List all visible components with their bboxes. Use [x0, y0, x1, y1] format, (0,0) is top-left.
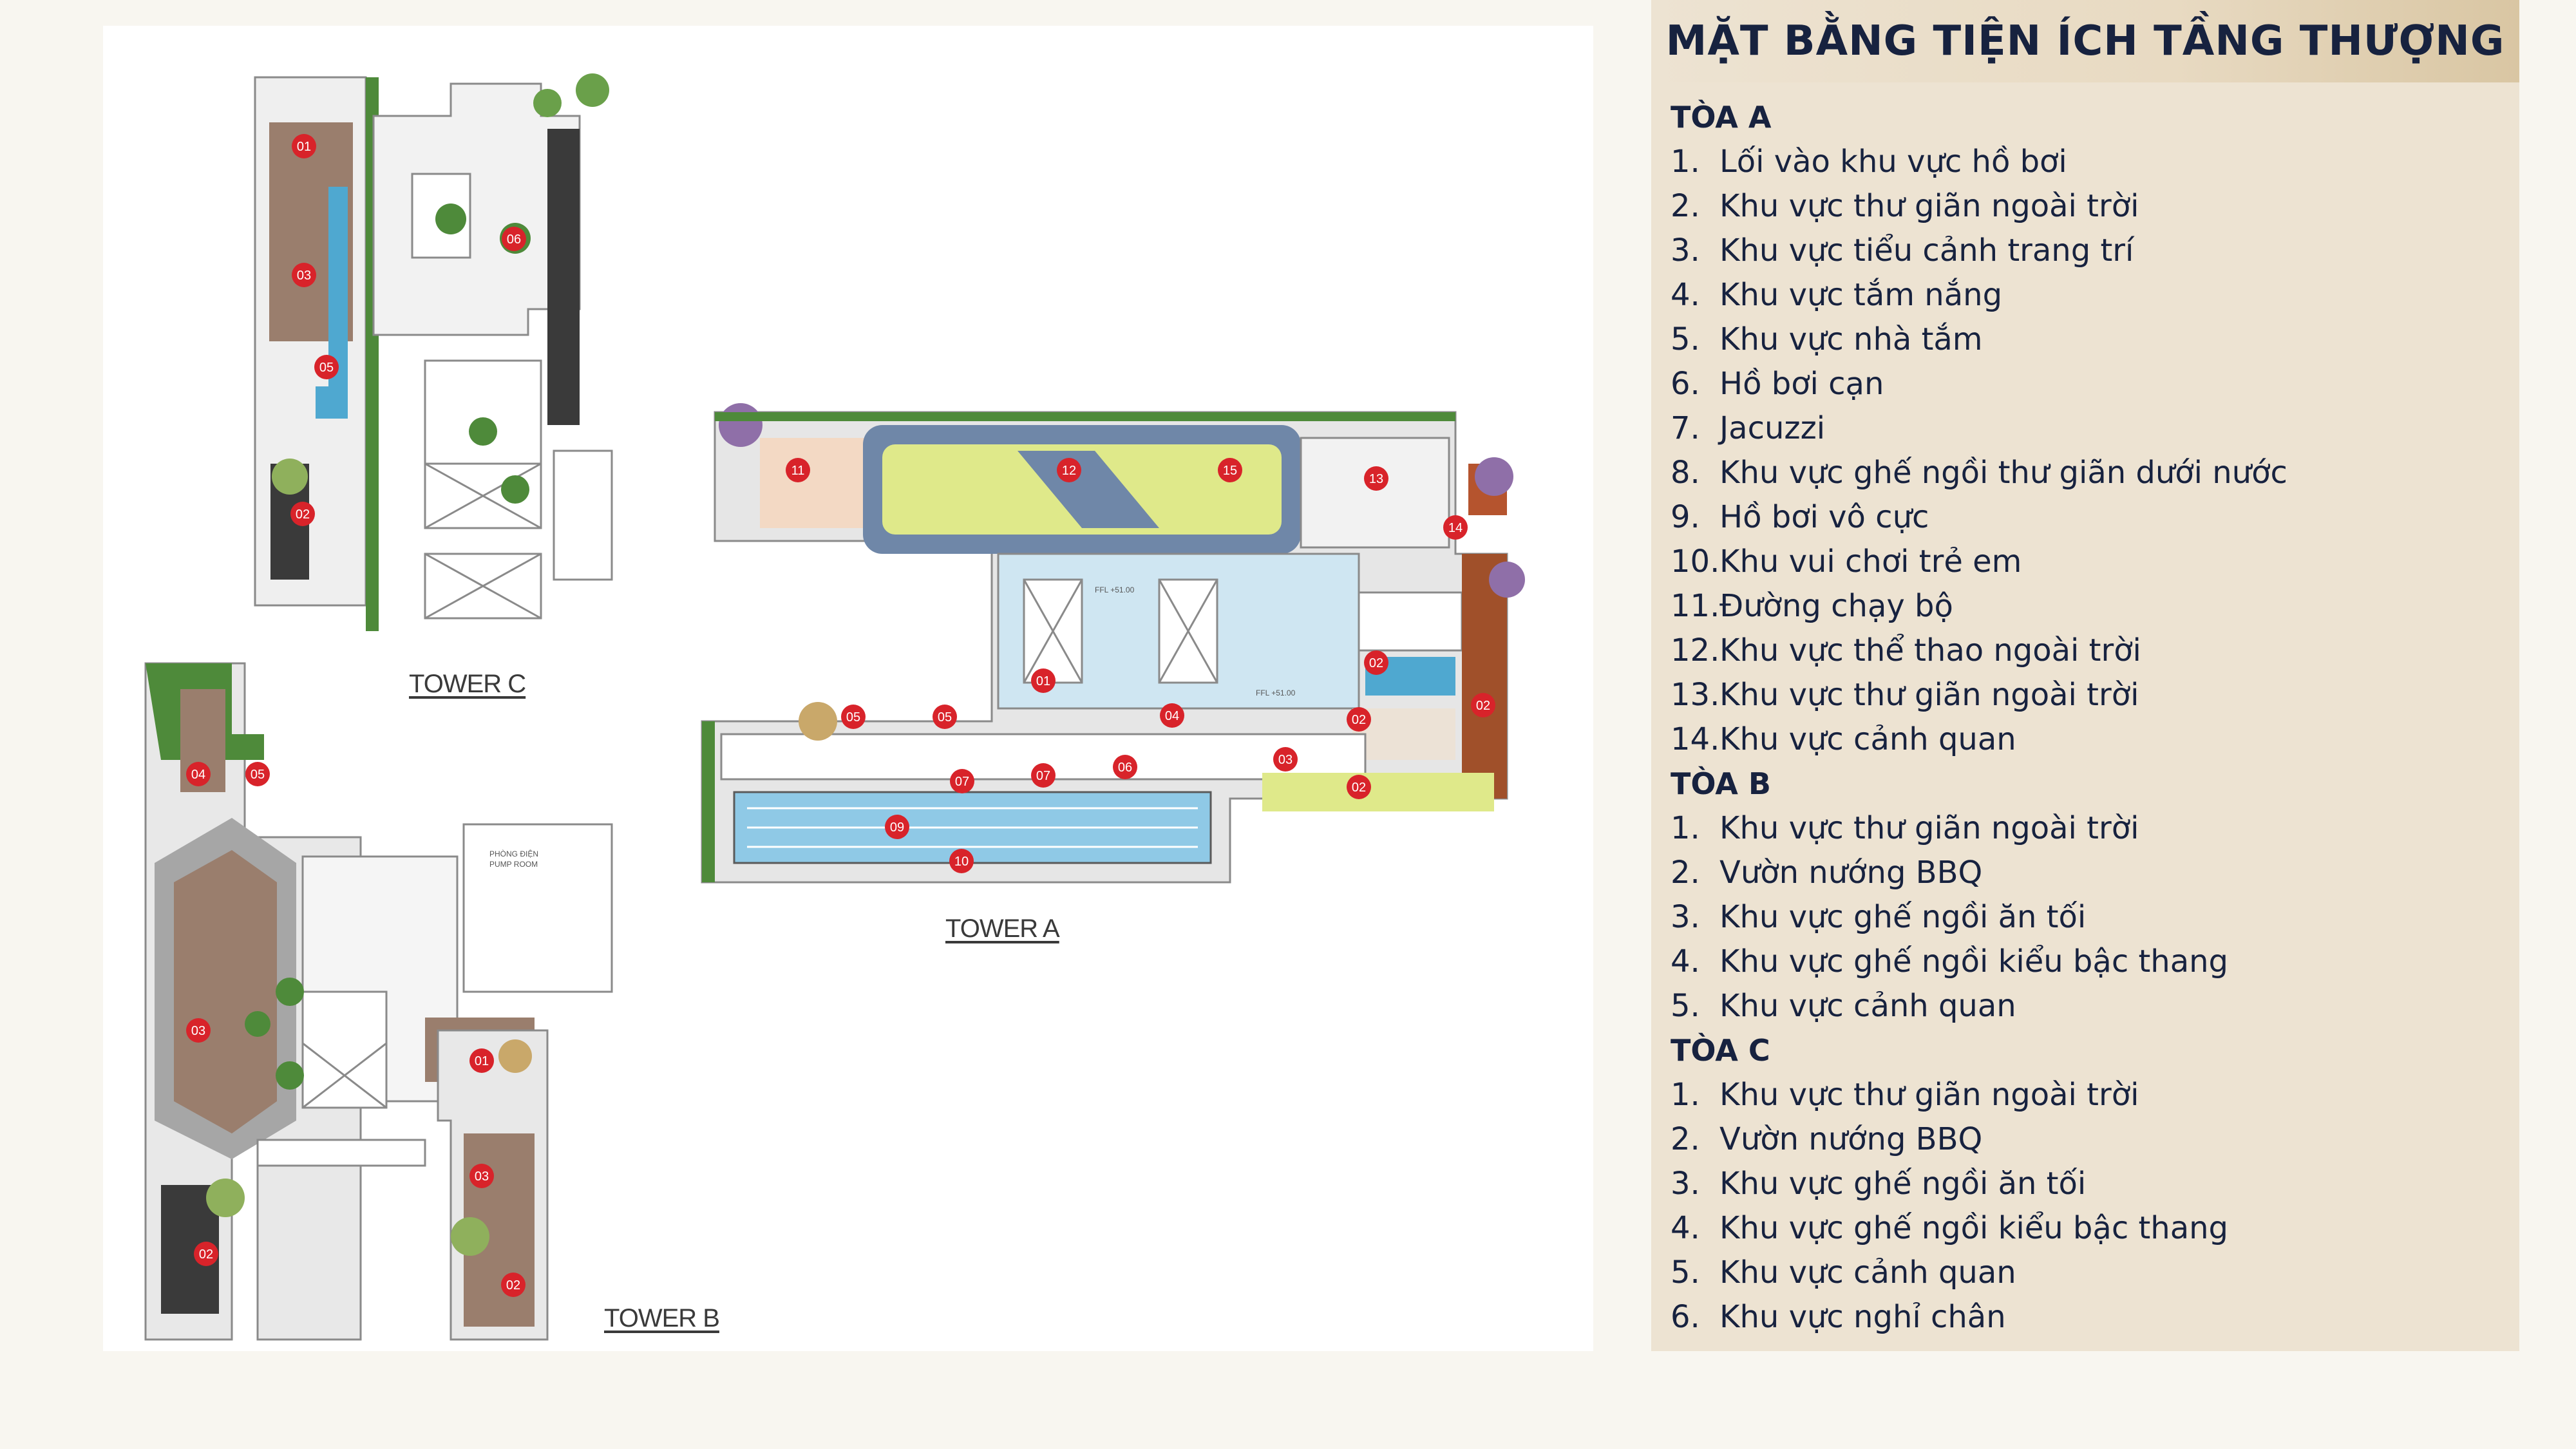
svg-text:10: 10 — [954, 855, 969, 869]
amenity-item-label: Khu vực thể thao ngoài trời — [1719, 632, 2141, 668]
page-title: MẶT BẰNG TIỆN ÍCH TẦNG THƯỢNG — [1665, 17, 2505, 65]
marker-tower-a-05a — [841, 705, 866, 729]
plan-text-ffl-2: FFL +51.00 — [1256, 688, 1296, 697]
marker-tower-b-02b — [501, 1273, 526, 1297]
tower-c-label: TOWER C — [409, 670, 526, 698]
marker-tower-a-09 — [885, 815, 909, 839]
marker-tower-a-06 — [1113, 755, 1137, 779]
svg-text:03: 03 — [474, 1170, 489, 1184]
amenity-item-label: Khu vực thư giãn ngoài trời — [1719, 810, 2139, 846]
amenity-list-item — [1671, 1295, 2506, 1340]
marker-tower-b-04 — [186, 762, 211, 786]
tower-b-label: TOWER B — [604, 1304, 719, 1332]
amenity-item-number: 2. — [1671, 1121, 1700, 1157]
amenity-item-number: 4. — [1671, 277, 1700, 313]
amenity-item-label: Khu vực thư giãn ngoài trời — [1719, 677, 2139, 713]
amenity-item-label: Khu vực ghế ngồi thư giãn dưới nước — [1719, 455, 2287, 491]
marker-tower-a-05b — [933, 705, 957, 729]
svg-text:04: 04 — [191, 768, 206, 782]
amenity-item-label: Khu vực ghế ngồi kiểu bậc thang — [1719, 1210, 2229, 1246]
amenity-item-number: 14. — [1671, 721, 1720, 757]
amenity-item-label: Jacuzzi — [1719, 410, 1826, 446]
amenity-list-item — [1671, 317, 2506, 362]
amenity-item-number: 6. — [1671, 1299, 1700, 1335]
amenity-item-label: Vườn nướng BBQ — [1719, 1121, 1983, 1157]
svg-text:01: 01 — [474, 1054, 489, 1068]
tower-a-label: TOWER A — [945, 914, 1059, 943]
amenity-list-item — [1671, 984, 2506, 1028]
marker-tower-a-07a — [950, 769, 974, 793]
svg-text:01: 01 — [296, 140, 312, 154]
amenity-list-item — [1671, 184, 2506, 229]
amenity-item-label: Khu vực ghế ngồi ăn tối — [1719, 1166, 2087, 1202]
marker-tower-a-02d — [1347, 775, 1371, 799]
marker-tower-c-05 — [314, 355, 339, 379]
svg-text:02: 02 — [1475, 699, 1491, 713]
amenity-legend-panel — [1651, 0, 2519, 1351]
amenity-item-label: Khu vực tắm nắng — [1719, 277, 2003, 313]
marker-tower-a-03 — [1273, 747, 1298, 772]
svg-text:05: 05 — [250, 768, 265, 782]
amenity-item-number: 3. — [1671, 232, 1700, 269]
svg-text:05: 05 — [319, 361, 334, 375]
amenity-item-label: Vườn nướng BBQ — [1719, 855, 1983, 891]
tower-a-plan — [702, 403, 1525, 882]
amenity-list-item — [1671, 273, 2506, 317]
svg-text:06: 06 — [506, 232, 522, 247]
amenity-list-item — [1671, 895, 2506, 940]
marker-tower-c-03 — [292, 263, 316, 287]
amenity-item-number: 2. — [1671, 188, 1700, 224]
site-plan-drawing — [103, 26, 1593, 1351]
plan-text-phong-hiu: PHÒNG ĐIỆN — [489, 849, 539, 858]
amenity-item-number: 3. — [1671, 899, 1700, 935]
section-title: TÒA B — [1671, 766, 1771, 801]
legend-header — [1651, 0, 2519, 82]
svg-text:05: 05 — [846, 710, 861, 724]
amenity-item-number: 1. — [1671, 144, 1700, 180]
amenity-list-item — [1671, 584, 2506, 629]
svg-text:02: 02 — [506, 1278, 521, 1293]
marker-tower-a-12 — [1057, 458, 1081, 482]
svg-text:09: 09 — [889, 820, 905, 835]
svg-text:03: 03 — [296, 269, 312, 283]
section-title: TÒA C — [1671, 1033, 1770, 1068]
amenity-item-number: 1. — [1671, 1077, 1700, 1113]
amenity-list-item — [1671, 940, 2506, 984]
amenity-item-number: 10. — [1671, 544, 1720, 580]
amenity-item-label: Đường chạy bộ — [1719, 588, 1953, 624]
amenity-list-item — [1671, 229, 2506, 273]
amenity-item-label: Khu vực ghế ngồi kiểu bậc thang — [1719, 943, 2229, 980]
amenity-item-number: 1. — [1671, 810, 1700, 846]
amenity-item-number: 3. — [1671, 1166, 1700, 1202]
amenity-item-number: 11. — [1671, 588, 1720, 624]
amenity-item-number: 5. — [1671, 321, 1700, 357]
marker-tower-b-03b — [469, 1164, 494, 1188]
svg-text:02: 02 — [1368, 656, 1384, 670]
amenity-list — [1671, 95, 2506, 1340]
amenity-list-item — [1671, 1162, 2506, 1206]
amenity-item-number: 6. — [1671, 366, 1700, 402]
svg-text:07: 07 — [1036, 769, 1051, 783]
amenity-list-item — [1671, 1117, 2506, 1162]
amenity-list-item — [1671, 1073, 2506, 1117]
amenity-item-number: 9. — [1671, 499, 1700, 535]
marker-tower-a-02b — [1347, 707, 1371, 732]
section-title: TÒA A — [1671, 100, 1772, 135]
plan-text-ffl-1: FFL +51.00 — [1095, 585, 1135, 594]
marker-tower-a-13 — [1364, 466, 1388, 491]
amenity-list-item — [1671, 406, 2506, 451]
svg-text:13: 13 — [1368, 472, 1384, 486]
svg-text:02: 02 — [295, 507, 310, 522]
amenity-item-number: 4. — [1671, 943, 1700, 980]
amenity-item-label: Khu vực cảnh quan — [1719, 721, 2016, 757]
amenity-item-label: Khu vực ghế ngồi ăn tối — [1719, 899, 2087, 935]
amenity-item-number: 8. — [1671, 455, 1700, 491]
svg-text:02: 02 — [198, 1247, 214, 1262]
marker-tower-c-01 — [292, 134, 316, 158]
marker-tower-a-11 — [786, 458, 810, 482]
marker-tower-b-05 — [245, 762, 270, 786]
amenity-item-number: 12. — [1671, 632, 1720, 668]
amenity-item-label: Khu vực thư giãn ngoài trời — [1719, 188, 2139, 224]
amenity-list-item — [1671, 540, 2506, 584]
amenity-item-label: Khu vực nhà tắm — [1719, 321, 1983, 357]
amenity-item-number: 13. — [1671, 677, 1720, 713]
svg-text:02: 02 — [1351, 713, 1367, 727]
amenity-item-label: Khu vực thư giãn ngoài trời — [1719, 1077, 2139, 1113]
marker-tower-a-14 — [1443, 515, 1468, 540]
svg-text:03: 03 — [1278, 753, 1293, 767]
marker-tower-c-06 — [502, 227, 526, 251]
amenity-list-item — [1671, 362, 2506, 406]
svg-text:05: 05 — [937, 710, 952, 724]
amenity-list-item — [1671, 673, 2506, 717]
amenity-item-label: Hồ bơi cạn — [1719, 366, 1884, 402]
svg-text:01: 01 — [1036, 674, 1051, 688]
svg-text:15: 15 — [1222, 464, 1238, 478]
amenity-list-item — [1671, 495, 2506, 540]
amenity-item-number: 5. — [1671, 1255, 1700, 1291]
amenity-item-label: Khu vực cảnh quan — [1719, 988, 2016, 1024]
amenity-item-label: Khu vực tiểu cảnh trang trí — [1719, 232, 2134, 269]
amenity-item-label: Hồ bơi vô cực — [1719, 499, 1929, 535]
amenity-item-label: Khu vực cảnh quan — [1719, 1255, 2016, 1291]
amenity-item-label: Khu vực nghỉ chân — [1719, 1299, 2006, 1335]
amenity-list-item — [1671, 1206, 2506, 1251]
svg-text:07: 07 — [954, 775, 970, 789]
amenity-item-number: 7. — [1671, 410, 1700, 446]
amenity-list-item — [1671, 629, 2506, 673]
marker-tower-a-01 — [1031, 668, 1056, 693]
marker-tower-c-02 — [290, 502, 315, 526]
svg-text:14: 14 — [1448, 521, 1463, 535]
site-plan-panel — [103, 26, 1593, 1351]
amenity-list-item — [1671, 717, 2506, 762]
amenity-list-item — [1671, 140, 2506, 184]
marker-tower-a-04 — [1160, 703, 1184, 728]
svg-text:03: 03 — [191, 1024, 206, 1038]
marker-tower-b-02a — [194, 1242, 218, 1266]
marker-tower-a-10 — [949, 849, 974, 873]
amenity-item-number: 2. — [1671, 855, 1700, 891]
amenity-list-item — [1671, 851, 2506, 895]
amenity-list-item — [1671, 1251, 2506, 1295]
svg-text:06: 06 — [1117, 761, 1133, 775]
marker-tower-a-15 — [1218, 458, 1242, 482]
amenity-item-label: Khu vui chơi trẻ em — [1719, 544, 2022, 580]
plan-text-pump-room: PUMP ROOM — [489, 860, 538, 869]
marker-tower-a-02c — [1471, 693, 1495, 717]
amenity-list-item — [1671, 806, 2506, 851]
amenity-item-label: Lối vào khu vực hồ bơi — [1719, 144, 2067, 180]
marker-tower-b-03a — [186, 1018, 211, 1043]
svg-text:02: 02 — [1351, 781, 1367, 795]
amenity-item-number: 5. — [1671, 988, 1700, 1024]
svg-text:11: 11 — [791, 464, 805, 478]
amenity-list-item — [1671, 451, 2506, 495]
svg-text:12: 12 — [1061, 464, 1077, 478]
svg-text:04: 04 — [1164, 709, 1180, 723]
marker-tower-b-01 — [469, 1048, 494, 1073]
marker-tower-a-07b — [1031, 763, 1056, 788]
amenity-item-number: 4. — [1671, 1210, 1700, 1246]
marker-tower-a-02a — [1364, 650, 1388, 675]
tower-b-plan — [146, 663, 612, 1340]
